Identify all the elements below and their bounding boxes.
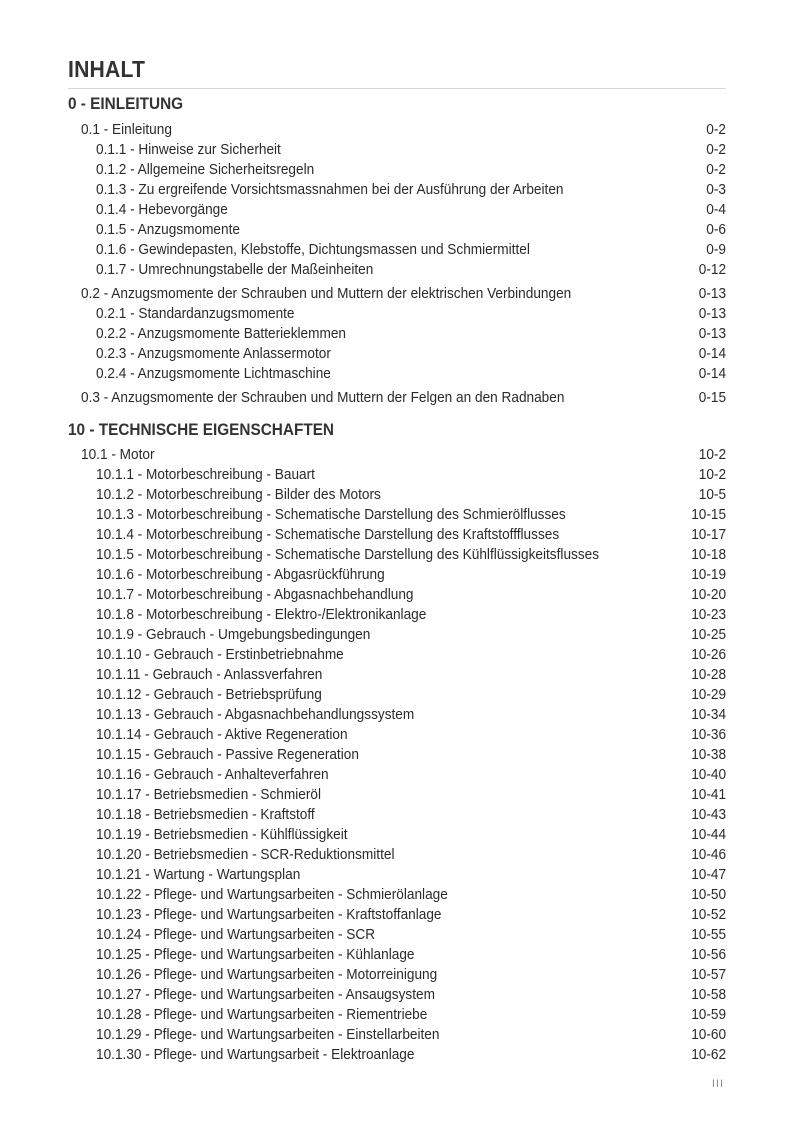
toc-subentry[interactable] [0,364,794,384]
toc-subentry[interactable] [0,180,794,200]
toc-subentry[interactable] [0,885,794,905]
toc-entry-page: 10-23 [691,607,726,623]
toc-entry-label: 10.1.10 - Gebrauch - Erstinbetriebnahme [96,647,344,663]
toc-entry-label: 0.1.3 - Zu ergreifende Vorsichtsmassnahmen bei der Ausführung der Arbeiten [96,182,564,198]
section-heading: 10 - TECHNISCHE EIGENSCHAFTEN [68,421,335,439]
toc-entry-page: 10-59 [691,1007,726,1023]
toc-entry-label: 10.1.7 - Motorbeschreibung - Abgasnachbehandlung [96,587,414,603]
toc-entry-page: 10-36 [691,727,726,743]
toc-entry-label: 0.2.3 - Anzugsmomente Anlassermotor [96,346,331,362]
toc-entry-page: 10-26 [691,647,726,663]
toc-entry-page: 10-15 [691,507,726,523]
toc-entry-page: 10-62 [691,1047,726,1063]
toc-entry-label: 10.1.14 - Gebrauch - Aktive Regeneration [96,727,348,743]
toc-subentry[interactable] [0,324,794,344]
toc-entry-page: 10-18 [691,547,726,563]
toc-entry-page: 10-2 [698,447,726,463]
toc-subentry[interactable] [0,965,794,985]
toc-subentry[interactable] [0,985,794,1005]
toc-entry-page: 10-43 [691,807,726,823]
toc-entry-label: 10.1.20 - Betriebsmedien - SCR-Reduktionsmittel [96,847,395,863]
page-title: INHALT [68,56,146,82]
toc-entry-label: 0.1 - Einleitung [81,122,172,138]
toc-entry-page: 10-20 [691,587,726,603]
toc-subentry[interactable] [0,665,794,685]
toc-entry-label: 0.1.5 - Anzugsmomente [96,222,240,238]
toc-entry-label: 10.1 - Motor [81,447,155,463]
toc-entry-page: 10-58 [691,987,726,1003]
toc-subentry[interactable] [0,220,794,240]
toc-entry-label: 10.1.3 - Motorbeschreibung - Schematische Darstellung des Schmierölflusses [96,507,566,523]
toc-entry-label: 10.1.19 - Betriebsmedien - Kühlflüssigkeit [96,827,348,843]
toc-entry-page: 10-38 [691,747,726,763]
toc-subentry[interactable] [0,505,794,525]
toc-entry-label: 10.1.12 - Gebrauch - Betriebsprüfung [96,687,322,703]
toc-entry-page: 10-34 [691,707,726,723]
toc-entry-page: 10-60 [691,1027,726,1043]
toc-entry-label: 10.1.5 - Motorbeschreibung - Schematische Darstellung des Kühlflüssigkeitsflusses [96,547,600,563]
toc-entry-label: 10.1.6 - Motorbeschreibung - Abgasrückführung [96,567,385,583]
toc-subentry[interactable] [0,260,794,280]
toc-subentry[interactable] [0,1045,794,1065]
toc-entry-label: 10.1.29 - Pflege- und Wartungsarbeiten - Einstellarbeiten [96,1027,440,1043]
toc-subentry[interactable] [0,785,794,805]
title-divider [68,88,726,89]
toc-entry-label: 10.1.24 - Pflege- und Wartungsarbeiten - SCR [96,927,376,943]
toc-subentry[interactable] [0,765,794,785]
toc-entry-page: 0-15 [698,390,726,406]
toc-entry-page: 0-13 [698,306,726,322]
toc-subentry[interactable] [0,705,794,725]
toc-entry-label: 10.1.13 - Gebrauch - Abgasnachbehandlungssystem [96,707,415,723]
toc-entry-label: 10.1.1 - Motorbeschreibung - Bauart [96,467,315,483]
toc-entry-label: 0.1.7 - Umrechnungstabelle der Maßeinheiten [96,262,374,278]
toc-entry-label: 10.1.18 - Betriebsmedien - Kraftstoff [96,807,315,823]
toc-chapter-entry[interactable] [0,284,794,304]
toc-entry-label: 10.1.23 - Pflege- und Wartungsarbeiten - Kraftstoffanlage [96,907,442,923]
toc-entry-label: 10.1.22 - Pflege- und Wartungsarbeiten - Schmierölanlage [96,887,448,903]
toc-entry-label: 10.1.25 - Pflege- und Wartungsarbeiten - Kühlanlage [96,947,415,963]
toc-entry-page: 10-17 [691,527,726,543]
toc-subentry[interactable] [0,725,794,745]
toc-entry-page: 10-5 [698,487,726,503]
toc-entry-page: 0-13 [698,326,726,342]
toc-entry-page: 10-41 [691,787,726,803]
toc-entry-page: 10-19 [691,567,726,583]
toc-subentry[interactable] [0,605,794,625]
toc-entry-page: 10-52 [691,907,726,923]
toc-subentry[interactable] [0,645,794,665]
toc-entry-page: 0-12 [698,262,726,278]
section-heading: 0 - EINLEITUNG [68,95,184,113]
toc-entry-page: 10-50 [691,887,726,903]
toc-subentry[interactable] [0,1025,794,1045]
toc-entry-label: 10.1.21 - Wartung - Wartungsplan [96,867,301,883]
toc-entry-label: 0.1.2 - Allgemeine Sicherheitsregeln [96,162,315,178]
toc-subentry[interactable] [0,625,794,645]
toc-entry-label: 0.1.4 - Hebevorgänge [96,202,228,218]
toc-entry-label: 0.2.2 - Anzugsmomente Batterieklemmen [96,326,347,342]
toc-subentry[interactable] [0,805,794,825]
toc-subentry[interactable] [0,465,794,485]
toc-entry-label: 0.1.6 - Gewindepasten, Klebstoffe, Dichtungsmassen und Schmiermittel [96,242,530,258]
toc-entry-label: 10.1.2 - Motorbeschreibung - Bilder des Motors [96,487,381,503]
toc-subentry[interactable] [0,200,794,220]
toc-entry-page: 0-14 [698,366,726,382]
toc-subentry[interactable] [0,344,794,364]
toc-subentry[interactable] [0,525,794,545]
toc-entry-label: 0.3 - Anzugsmomente der Schrauben und Muttern der Felgen an den Radnaben [81,390,565,406]
toc-subentry[interactable] [0,1005,794,1025]
toc-subentry[interactable] [0,905,794,925]
toc-entry-page: 10-25 [691,627,726,643]
toc-subentry[interactable] [0,825,794,845]
toc-entry-label: 10.1.4 - Motorbeschreibung - Schematische Darstellung des Kraftstoffflusses [96,527,560,543]
toc-entry-page: 10-40 [691,767,726,783]
toc-entry-page: 10-44 [691,827,726,843]
toc-entry-label: 10.1.26 - Pflege- und Wartungsarbeiten - Motorreinigung [96,967,438,983]
toc-entry-page: 0-13 [698,286,726,302]
toc-entry-label: 0.1.1 - Hinweise zur Sicherheit [96,142,281,158]
toc-entry-page: 0-3 [706,182,726,198]
toc-entry-label: 10.1.17 - Betriebsmedien - Schmieröl [96,787,322,803]
toc-subentry[interactable] [0,485,794,505]
toc-entry-page: 0-2 [706,142,726,158]
toc-subentry[interactable] [0,545,794,565]
toc-entry-label: 10.1.9 - Gebrauch - Umgebungsbedingungen [96,627,371,643]
toc-entry-page: 10-29 [691,687,726,703]
toc-subentry[interactable] [0,565,794,585]
toc-subentry[interactable] [0,240,794,260]
toc-entry-label: 10.1.15 - Gebrauch - Passive Regeneration [96,747,359,763]
toc-entry-page: 0-6 [706,222,726,238]
toc-entry-label: 0.2.4 - Anzugsmomente Lichtmaschine [96,366,331,382]
toc-entry-page: 0-9 [706,242,726,258]
toc-entry-page: 10-55 [691,927,726,943]
toc-entry-label: 10.1.30 - Pflege- und Wartungsarbeit - Elektroanlage [96,1047,415,1063]
toc-subentry[interactable] [0,925,794,945]
toc-entry-label: 10.1.8 - Motorbeschreibung - Elektro-/Elektronikanlage [96,607,427,623]
toc-entry-page: 10-57 [691,967,726,983]
toc-subentry[interactable] [0,845,794,865]
toc-chapter-entry[interactable] [0,120,794,140]
toc-subentry[interactable] [0,745,794,765]
toc-entry-label: 0.2.1 - Standardanzugsmomente [96,306,295,322]
toc-entry-label: 10.1.16 - Gebrauch - Anhalteverfahren [96,767,329,783]
toc-subentry[interactable] [0,865,794,885]
toc-entry-page: 10-47 [691,867,726,883]
toc-subentry[interactable] [0,685,794,705]
toc-entry-page: 10-46 [691,847,726,863]
page-number: III [711,1078,724,1090]
toc-entry-label: 10.1.27 - Pflege- und Wartungsarbeiten - Ansaugsystem [96,987,435,1003]
toc-chapter-entry[interactable] [0,445,794,465]
toc-entry-page: 0-2 [706,162,726,178]
toc-entry-label: 0.2 - Anzugsmomente der Schrauben und Muttern der elektrischen Verbindungen [81,286,572,302]
toc-subentry[interactable] [0,945,794,965]
toc-entry-page: 10-28 [691,667,726,683]
toc-chapter-entry[interactable] [0,388,794,408]
toc-entry-page: 10-56 [691,947,726,963]
toc-entry-label: 10.1.11 - Gebrauch - Anlassverfahren [96,667,323,683]
toc-entry-page: 0-2 [706,122,726,138]
toc-subentry[interactable] [0,160,794,180]
toc-entry-page: 0-14 [698,346,726,362]
toc-entry-label: 10.1.28 - Pflege- und Wartungsarbeiten - Riementriebe [96,1007,428,1023]
toc-entry-page: 10-2 [698,467,726,483]
toc-subentry[interactable] [0,304,794,324]
toc-entry-page: 0-4 [706,202,726,218]
toc-subentry[interactable] [0,140,794,160]
toc-subentry[interactable] [0,585,794,605]
